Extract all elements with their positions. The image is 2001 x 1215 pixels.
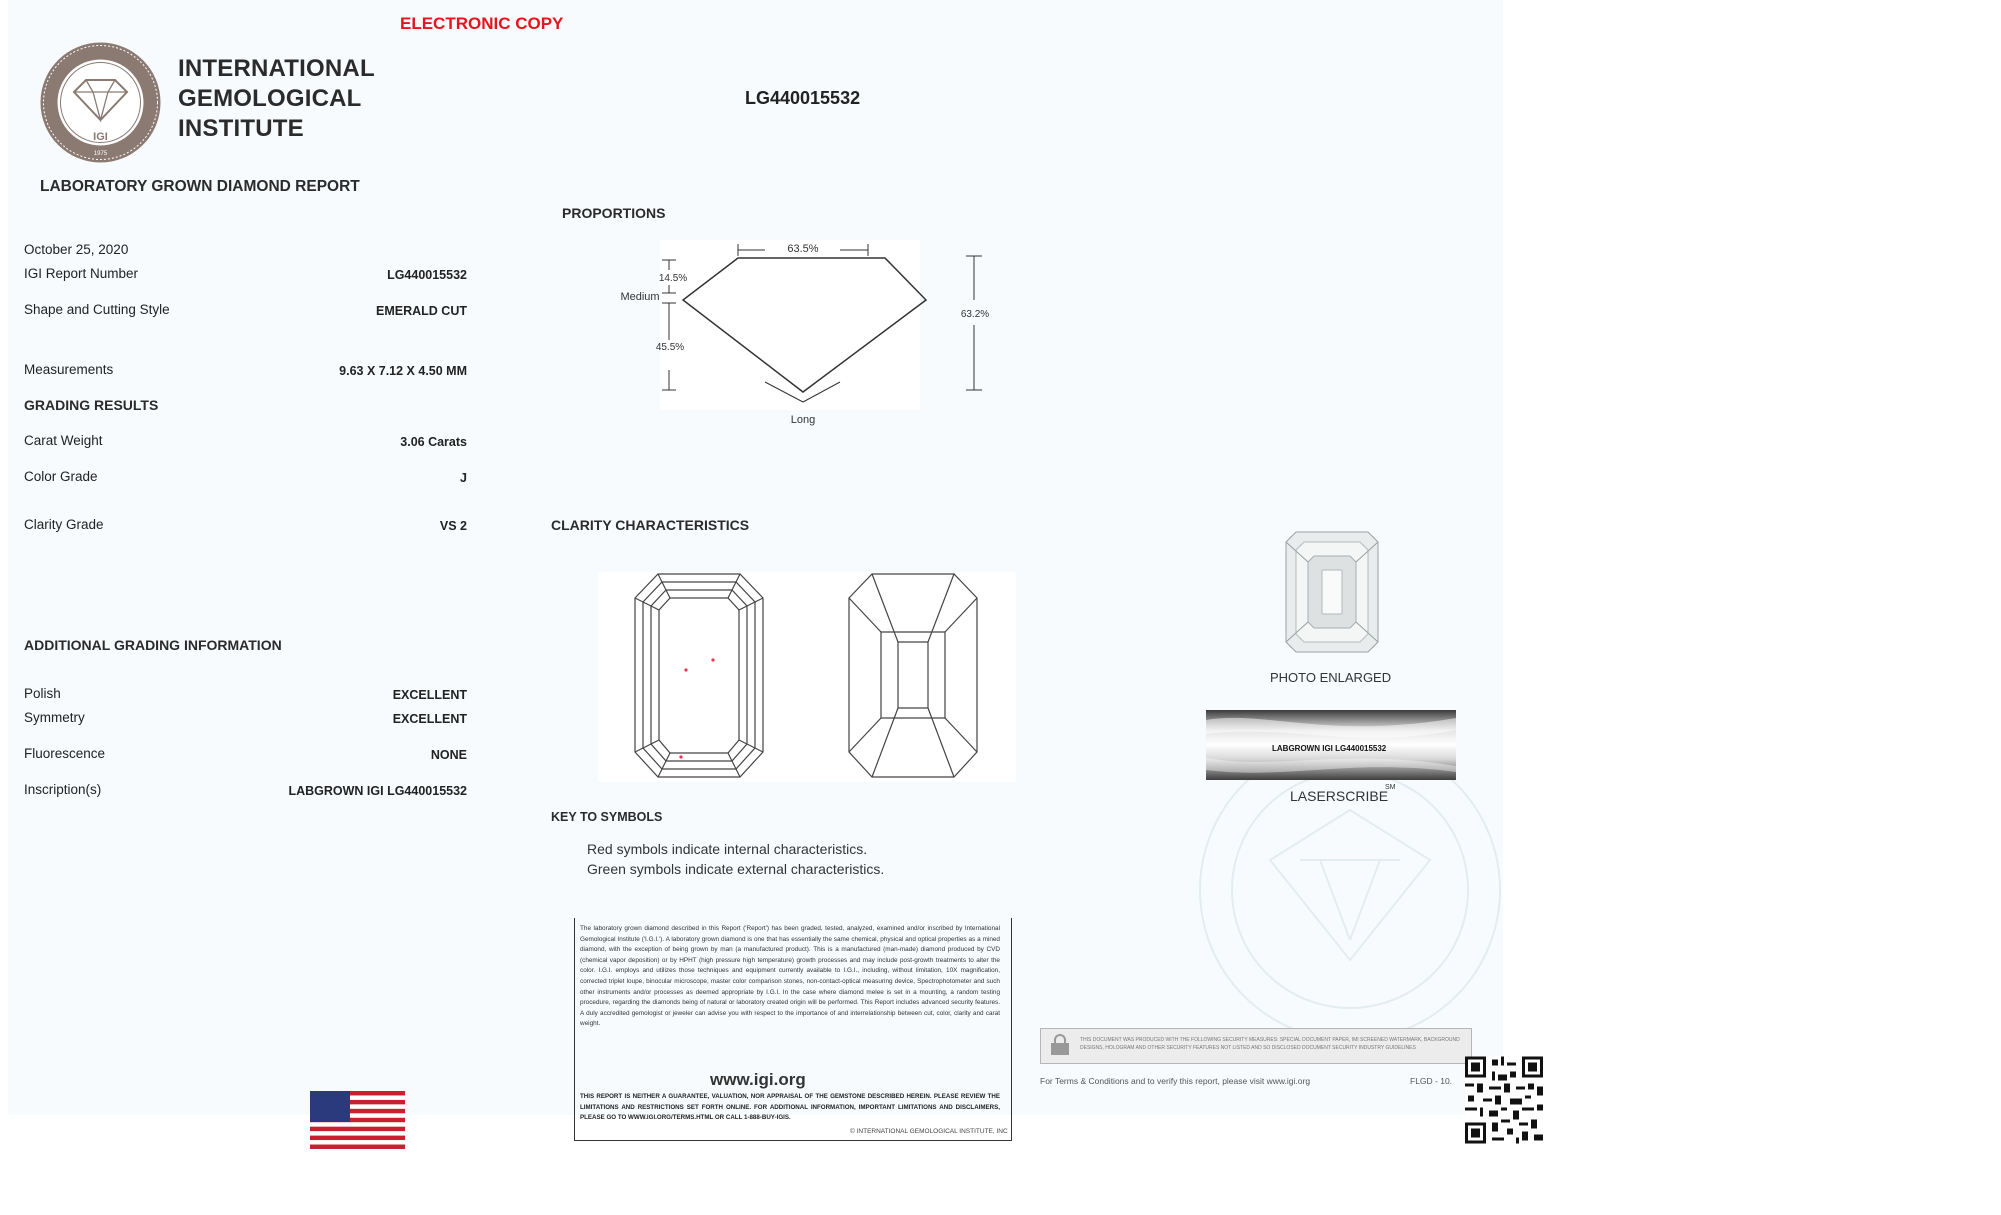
key-to-symbols-title: KEY TO SYMBOLS [551, 810, 663, 824]
polish-label: Polish [24, 686, 61, 701]
inclusion-mark-1 [684, 668, 687, 671]
inclusion-mark-3 [679, 755, 682, 758]
fine-print: The laboratory grown diamond described in this Report ('Report') has been graded, tested, analyzed, examined and/or inscribed by International Gemological Institute ('I.G.I.'). A laboratory grown diamond is one that has essentially the same chemical, physical and optical properties as a mined diamond, with the exception of being grown by man (a manufactured product). This is a manufactured (man-made) diamond produced by CVD (chemical vapor deposition) or by HPHT (high pressure high temperature) growth processes and may include post-growth treatments to alter the color. I.G.I. employs and utilizes those techniques and equipment currently available to I.G.I., including, without limitation, 10X magnification, corrected triplet loupe, binocular microscope, master color comparison stones, non-contact-optical measuring device, Spectrophotometer and such other instruments and/or processes as deemed appropriate by I.G.I. In the case where diamond melee is set in a mounting, a random testing procedure, regarding the diamonds being of natural or laboratory created origin will be performed. This Report includes advanced security features. A duly accredited gemologist or jeweler can advise you with respect to the importance of and interrelationship between cut, color, clarity and carat weight. [580, 925, 1000, 1028]
clarity-label: Clarity Grade [24, 517, 104, 532]
symmetry-value: EXCELLENT [392, 712, 467, 726]
report-number-header: LG440015532 [745, 88, 861, 108]
lock-icon [1048, 1034, 1072, 1056]
diamond-photo [1284, 530, 1380, 654]
girdle-value: Medium [620, 291, 660, 303]
pavilion-value: 45.5% [655, 342, 685, 353]
clarity-plot-diagram [598, 572, 1016, 782]
measurements-value: 9.63 X 7.12 X 4.50 MM [339, 364, 467, 378]
laserscribe-sm: SM [1385, 784, 1396, 791]
carat-value: 3.06 Carats [400, 435, 467, 449]
shape-label: Shape and Cutting Style [24, 302, 170, 317]
report-number-label: IGI Report Number [24, 266, 139, 281]
report-title: LABORATORY GROWN DIAMOND REPORT [40, 178, 360, 195]
proportions-title: PROPORTIONS [562, 205, 666, 221]
institute-line-2: GEMOLOGICAL [178, 85, 362, 112]
color-label: Color Grade [24, 469, 98, 484]
color-value: J [460, 471, 467, 485]
table-value: 63.5% [787, 243, 819, 255]
symmetry-label: Symmetry [24, 710, 85, 725]
igi-website: www.igi.org [710, 1070, 806, 1089]
key-green-line: Green symbols indicate external characteristics. [587, 861, 885, 877]
institute-line-3: INSTITUTE [178, 115, 304, 142]
depth-value: 63.2% [960, 309, 990, 320]
security-note: THIS DOCUMENT WAS PRODUCED WITH THE FOLLOWING SECURITY MEASURES: SPECIAL DOCUMENT PAPER, IMI SCREENED WATERMARK, BACKGROUND DESIGNS, HOLOGRAM AND OTHER SECURITY FEATURES NOT LISTED AND SO DISCLOSED DOCUMENT SECURITY INDUSTRY GUIDELINES [1080, 1037, 1460, 1051]
form-code: FLGD - 10. [1410, 1076, 1453, 1086]
laserscribe-label: LASERSCRIBE [1290, 788, 1389, 804]
report-number-value: LG440015532 [387, 268, 467, 282]
shape-value: EMERALD CUT [376, 304, 467, 318]
proportions-diagram [590, 230, 1010, 430]
institute-name [178, 54, 375, 144]
report-date: October 25, 2020 [24, 242, 129, 257]
qr-code-icon[interactable] [1465, 1056, 1543, 1144]
seal-monogram: IGI [93, 131, 108, 143]
polish-value: EXCELLENT [392, 688, 467, 702]
inscription-label: Inscription(s) [24, 782, 102, 797]
igi-seal-icon [38, 40, 163, 165]
clarity-characteristics-title: CLARITY CHARACTERISTICS [551, 517, 750, 533]
crown-value: 14.5% [658, 273, 688, 284]
laserscribe-inscription: LABGROWN IGI LG440015532 [1272, 744, 1387, 753]
fine-print-disclaimer: THIS REPORT IS NEITHER A GUARANTEE, VALUATION, NOR APPRAISAL OF THE GEMSTONE DESCRIBED HEREIN. PLEASE REVIEW THE LIMITATIONS AND RESTRICTIONS SET FORTH ONLINE. FOR ADDITIONAL INFORMATION, IMPORTANT LIMITATIONS AND DISCLAIMERS, PLEASE GO TO WWW.IGI.ORG/TERMS.HTML OR CALL 1-888-BUY-IGIS. [580, 1093, 1000, 1122]
measurements-label: Measurements [24, 362, 114, 377]
institute-line-1: INTERNATIONAL [178, 55, 375, 82]
inscription-value: LABGROWN IGI LG440015532 [288, 784, 467, 798]
additional-info-title: ADDITIONAL GRADING INFORMATION [24, 637, 282, 653]
fluorescence-value: NONE [430, 748, 467, 762]
terms-text: For Terms & Conditions and to verify this report, please visit www.igi.org [1040, 1076, 1311, 1086]
copyright-text: © INTERNATIONAL GEMOLOGICAL INSTITUTE, INC [850, 1128, 1008, 1135]
photo-enlarged-label: PHOTO ENLARGED [1270, 670, 1392, 685]
electronic-copy-label: ELECTRONIC COPY [400, 14, 564, 33]
fluorescence-label: Fluorescence [24, 746, 106, 761]
culet-value: Long [790, 414, 816, 426]
inclusion-mark-2 [711, 658, 714, 661]
key-red-line: Red symbols indicate internal characteristics. [587, 841, 868, 857]
grading-results-title: GRADING RESULTS [24, 397, 159, 413]
us-flag-icon [310, 1091, 405, 1149]
clarity-value: VS 2 [439, 519, 467, 533]
seal-year: 1975 [93, 151, 108, 157]
carat-label: Carat Weight [24, 433, 103, 448]
